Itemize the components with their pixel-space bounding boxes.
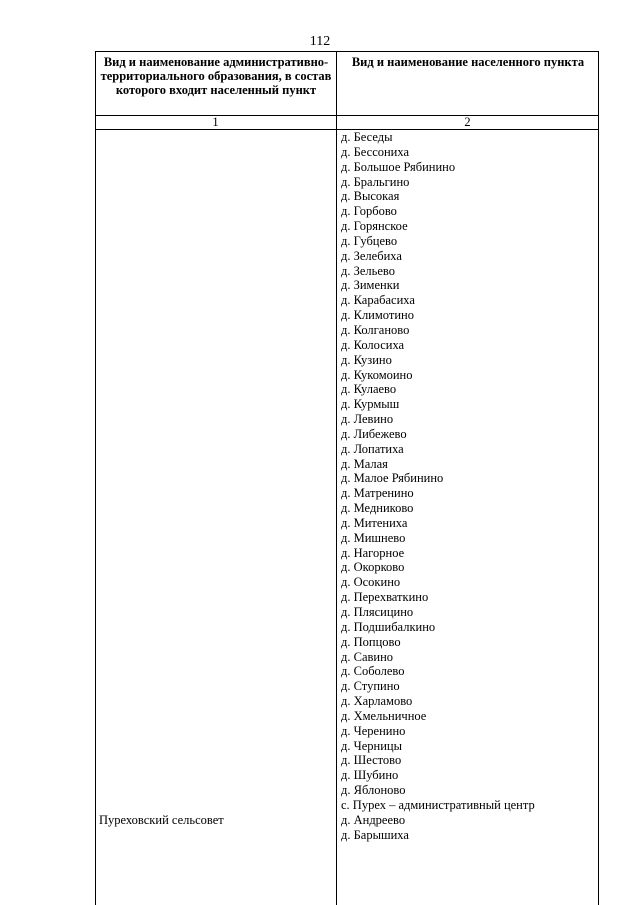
settlement-item: д. Высокая (341, 189, 400, 204)
settlement-item: д. Бральгино (341, 174, 410, 189)
settlement-item: д. Колосиха (341, 337, 405, 352)
page-number: 112 (309, 34, 331, 49)
settlement-item: д. Попцово (341, 634, 401, 649)
settlement-item: д. Нагорное (341, 545, 405, 560)
settlement-item: д. Зименки (341, 278, 400, 293)
table-column-divider (336, 51, 337, 905)
settlement-item: д. Окорково (341, 560, 405, 575)
settlement-item: д. Андреево (341, 812, 406, 827)
settlement-item: д. Кузино (341, 352, 392, 367)
settlement-item: д. Шестово (341, 753, 402, 768)
column-number-1: 1 (212, 115, 219, 129)
settlement-item: д. Бессониха (341, 144, 410, 159)
settlement-item: д. Кукомоино (341, 367, 413, 382)
settlement-item: д. Мишнево (341, 530, 406, 545)
settlement-item: д. Харламово (341, 694, 413, 709)
settlement-item: д. Малая (341, 456, 388, 471)
settlement-item: д. Левино (341, 412, 394, 427)
settlement-item: д. Зельево (341, 263, 395, 278)
settlement-item: д. Кулаево (341, 382, 397, 397)
settlement-list (341, 130, 535, 843)
settlement-item: д. Осокино (341, 575, 401, 590)
table-border-left (95, 51, 96, 905)
settlement-item: д. Лопатиха (341, 441, 404, 456)
settlement-item: д. Карабасиха (341, 293, 415, 308)
settlement-item: д. Савино (341, 649, 394, 664)
settlement-item: д. Соболево (341, 664, 405, 679)
header-col2: Вид и наименование населенного пункта (351, 55, 585, 69)
table-border-right (598, 51, 599, 905)
settlement-item: д. Шубино (341, 768, 399, 783)
settlement-item: д. Либежево (341, 426, 407, 441)
settlement-item: д. Губцево (341, 233, 398, 248)
settlement-item: д. Медниково (341, 501, 414, 516)
settlement-item: д. Большое Рябинино (341, 159, 456, 174)
settlement-item: д. Горянское (341, 219, 408, 234)
settlement-item: д. Горбово (341, 204, 397, 219)
district-label: Пуреховский сельсовет (99, 813, 224, 828)
settlement-item: д. Перехваткино (341, 590, 429, 605)
column-number-2: 2 (464, 115, 471, 129)
settlements-table (95, 51, 599, 905)
table-border-top (95, 51, 599, 52)
settlement-item: д. Зелебиха (341, 248, 402, 263)
settlement-item: д. Митениха (341, 515, 408, 530)
settlement-item: д. Черницы (341, 738, 402, 753)
settlement-item: д. Климотино (341, 308, 414, 323)
settlement-item: д. Беседы (341, 130, 393, 144)
settlement-item: д. Ступино (341, 679, 400, 694)
settlement-item: д. Черенино (341, 723, 406, 738)
settlement-item: д. Плясицино (341, 605, 414, 619)
settlement-item: д. Курмыш (341, 397, 400, 412)
settlement-item: д. Колганово (341, 322, 410, 337)
settlement-item: д. Барышиха (341, 827, 409, 842)
header-col1: Вид и наименование административно-территориального образования, в состав которого входит населенный пункт (100, 55, 332, 97)
settlement-item: д. Подшибалкино (341, 619, 436, 634)
settlement-item: с. Пурех – административный центр (341, 797, 535, 812)
settlement-item: д. Матренино (341, 486, 414, 501)
settlement-item: д. Малое Рябинино (341, 471, 444, 486)
settlement-item: д. Хмельничное (341, 708, 427, 723)
settlement-item: д. Яблоново (341, 783, 406, 798)
